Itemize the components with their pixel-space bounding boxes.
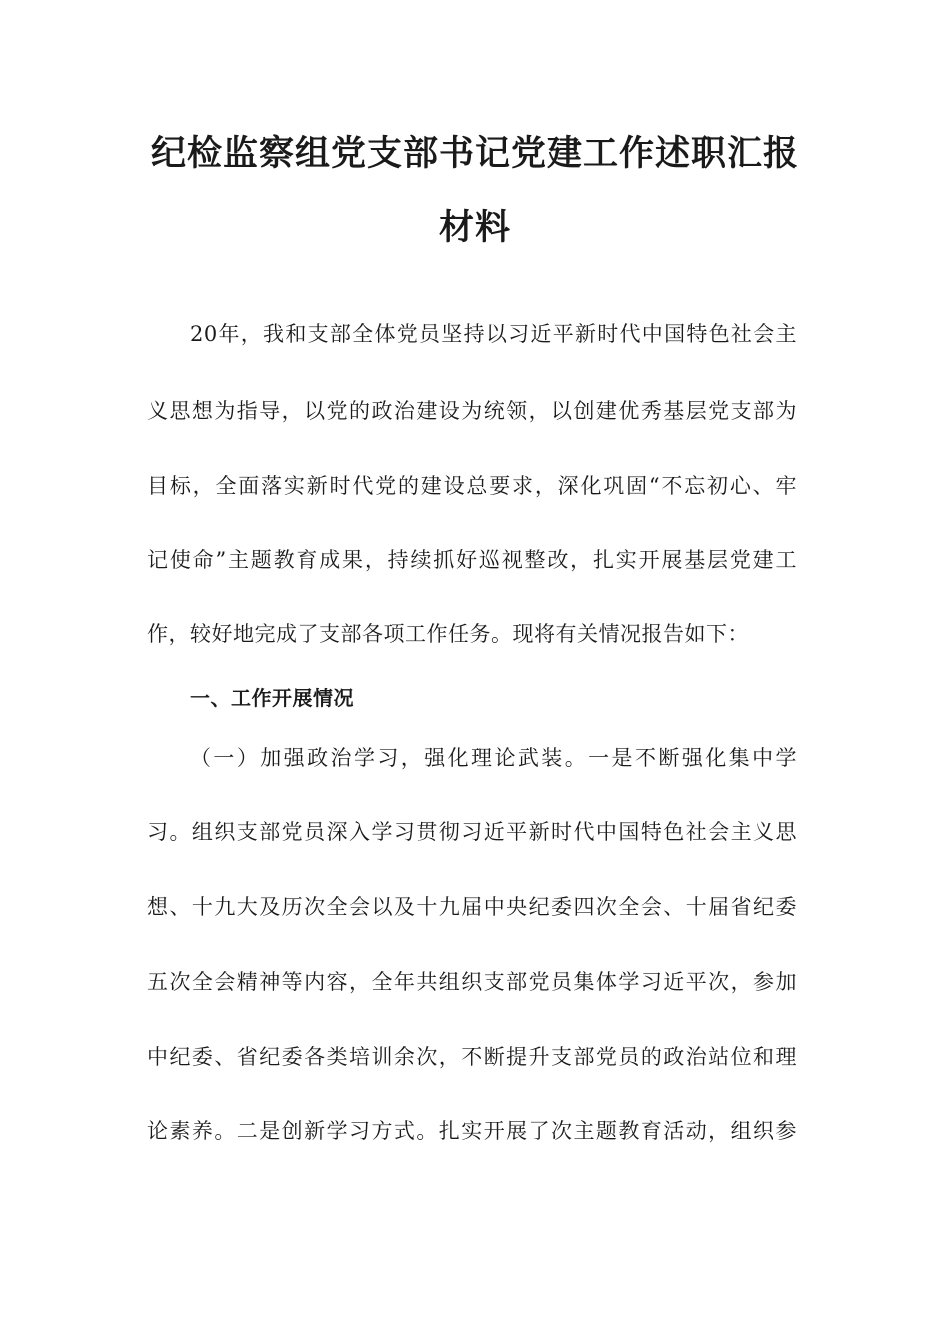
section-heading: 一、工作开展情况 <box>190 686 354 710</box>
section-line: 中纪委、省纪委各类培训余次，不断提升支部党员的政治站位和理 <box>147 1045 797 1069</box>
section-line: （一）加强政治学习，强化理论武装。一是不断强化集中学 <box>190 746 797 770</box>
paragraph-line: 义思想为指导，以党的政治建设为统领，以创建优秀基层党支部为 <box>147 399 797 423</box>
section-line: 论素养。二是创新学习方式。扎实开展了次主题教育活动，组织参 <box>147 1119 797 1143</box>
section-line: 想、十九大及历次全会以及十九届中央纪委四次全会、十届省纪委 <box>147 895 797 919</box>
document-title-line-2: 材料 <box>438 208 511 248</box>
paragraph-line: 20年，我和支部全体党员坚持以习近平新时代中国特色社会主 <box>190 322 797 346</box>
section-line: 五次全会精神等内容，全年共组织支部党员集体学习近平次，参加 <box>147 970 797 994</box>
paragraph-line: 作，较好地完成了支部各项工作任务。现将有关情况报告如下： <box>147 622 749 646</box>
document-title-line-1: 纪检监察组党支部书记党建工作述职汇报 <box>150 134 799 174</box>
paragraph-line: 目标，全面落实新时代党的建设总要求，深化巩固“不忘初心、牢 <box>147 474 797 498</box>
paragraph-line: 记使命”主题教育成果，持续抓好巡视整改，扎实开展基层党建工 <box>147 548 797 572</box>
section-line: 习。组织支部党员深入学习贯彻习近平新时代中国特色社会主义思 <box>147 820 797 844</box>
